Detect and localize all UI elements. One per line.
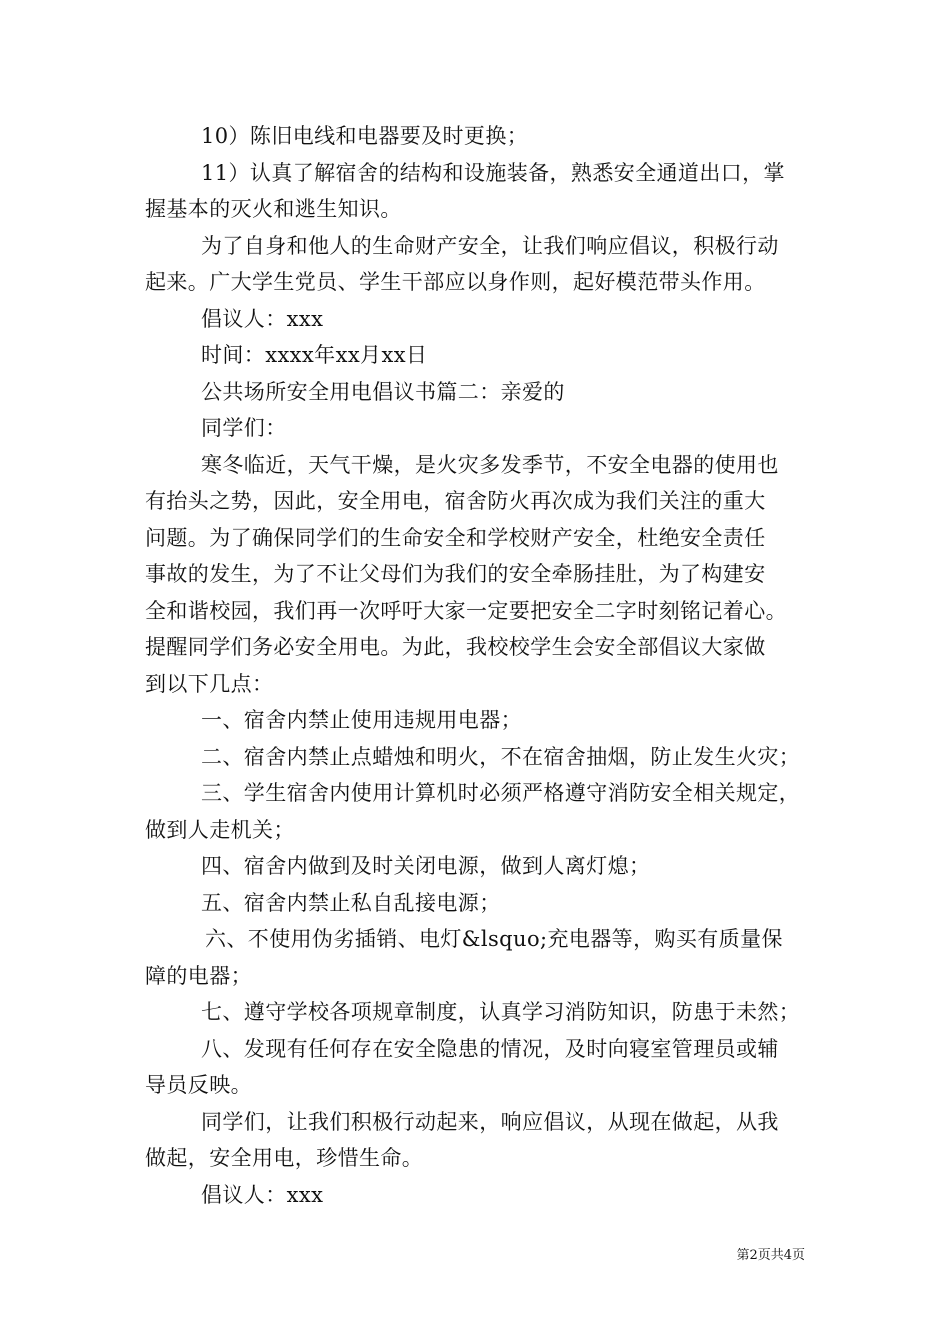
- text-line: 障的电器；: [145, 963, 252, 988]
- text-line: 事故的发生，为了不让父母们为我们的安全牵肠挂肚，为了构建安: [145, 562, 766, 586]
- list-item: 三、学生宿舍内使用计算机时必须严格遵守消防安全相关规定，: [201, 781, 801, 805]
- text-line: 同学们，让我们积极行动起来，响应倡议，从现在做起，从我: [201, 1109, 779, 1134]
- list-item: 五、宿舍内禁止私自乱接电源；: [201, 890, 501, 915]
- text-line: 提醒同学们务必安全用电。为此，我校校学生会安全部倡议大家做: [145, 635, 766, 659]
- page-number: 第2页共4页: [736, 1248, 805, 1263]
- list-item: 一、宿舍内禁止使用违规用电器；: [201, 708, 522, 732]
- list-item: 四、宿舍内做到及时关闭电源，做到人离灯熄；: [201, 854, 651, 878]
- text-line: 寒冬临近，天气干燥，是火灾多发季节，不安全电器的使用也: [201, 452, 779, 477]
- list-item: 七、遵守学校各项规章制度，认真学习消防知识，防患于未然；: [201, 1000, 801, 1024]
- text-line: 11）认真了解宿舍的结构和设施装备，熟悉安全通道出口，掌: [201, 160, 785, 185]
- text-line: 握基本的灭火和逃生知识。: [145, 197, 402, 221]
- text-line: 有抬头之势，因此，安全用电，宿舍防火再次成为我们关注的重大: [145, 489, 766, 513]
- text-line: 时间：xxxx年xx月xx日: [201, 343, 428, 367]
- list-item: 八、发现有任何存在安全隐患的情况，及时向寝室管理员或辅: [201, 1036, 779, 1061]
- text-line: 起来。广大学生党员、学生干部应以身作则，起好模范带头作用。: [145, 270, 766, 294]
- text-line: 倡议人：xxx: [201, 306, 324, 331]
- list-item: 二、宿舍内禁止点蜡烛和明火，不在宿舍抽烟，防止发生火灾；: [201, 744, 801, 769]
- text-line: 同学们：: [201, 416, 287, 440]
- text-line: 倡议人：xxx: [201, 1182, 324, 1207]
- text-line: 为了自身和他人的生命财产安全，让我们响应倡议，积极行动: [201, 233, 779, 258]
- text-line: 10）陈旧电线和电器要及时更换；: [201, 124, 529, 148]
- document-body: [145, 118, 810, 1213]
- text-line: 导员反映。: [145, 1073, 252, 1097]
- section-heading: 公共场所安全用电倡议书篇二：亲爱的: [201, 379, 565, 404]
- list-item: 六、不使用伪劣插销、电灯&lsquo;充电器等，购买有质量保: [205, 927, 783, 951]
- text-line: 问题。为了确保同学们的生命安全和学校财产安全，杜绝安全责任: [145, 525, 766, 550]
- text-line: 做到人走机关；: [145, 817, 295, 842]
- text-line: 到以下几点：: [145, 671, 274, 696]
- text-line: 全和谐校园，我们再一次呼吁大家一定要把安全二字时刻铭记着心。: [145, 598, 787, 623]
- text-line: 做起，安全用电，珍惜生命。: [145, 1146, 424, 1170]
